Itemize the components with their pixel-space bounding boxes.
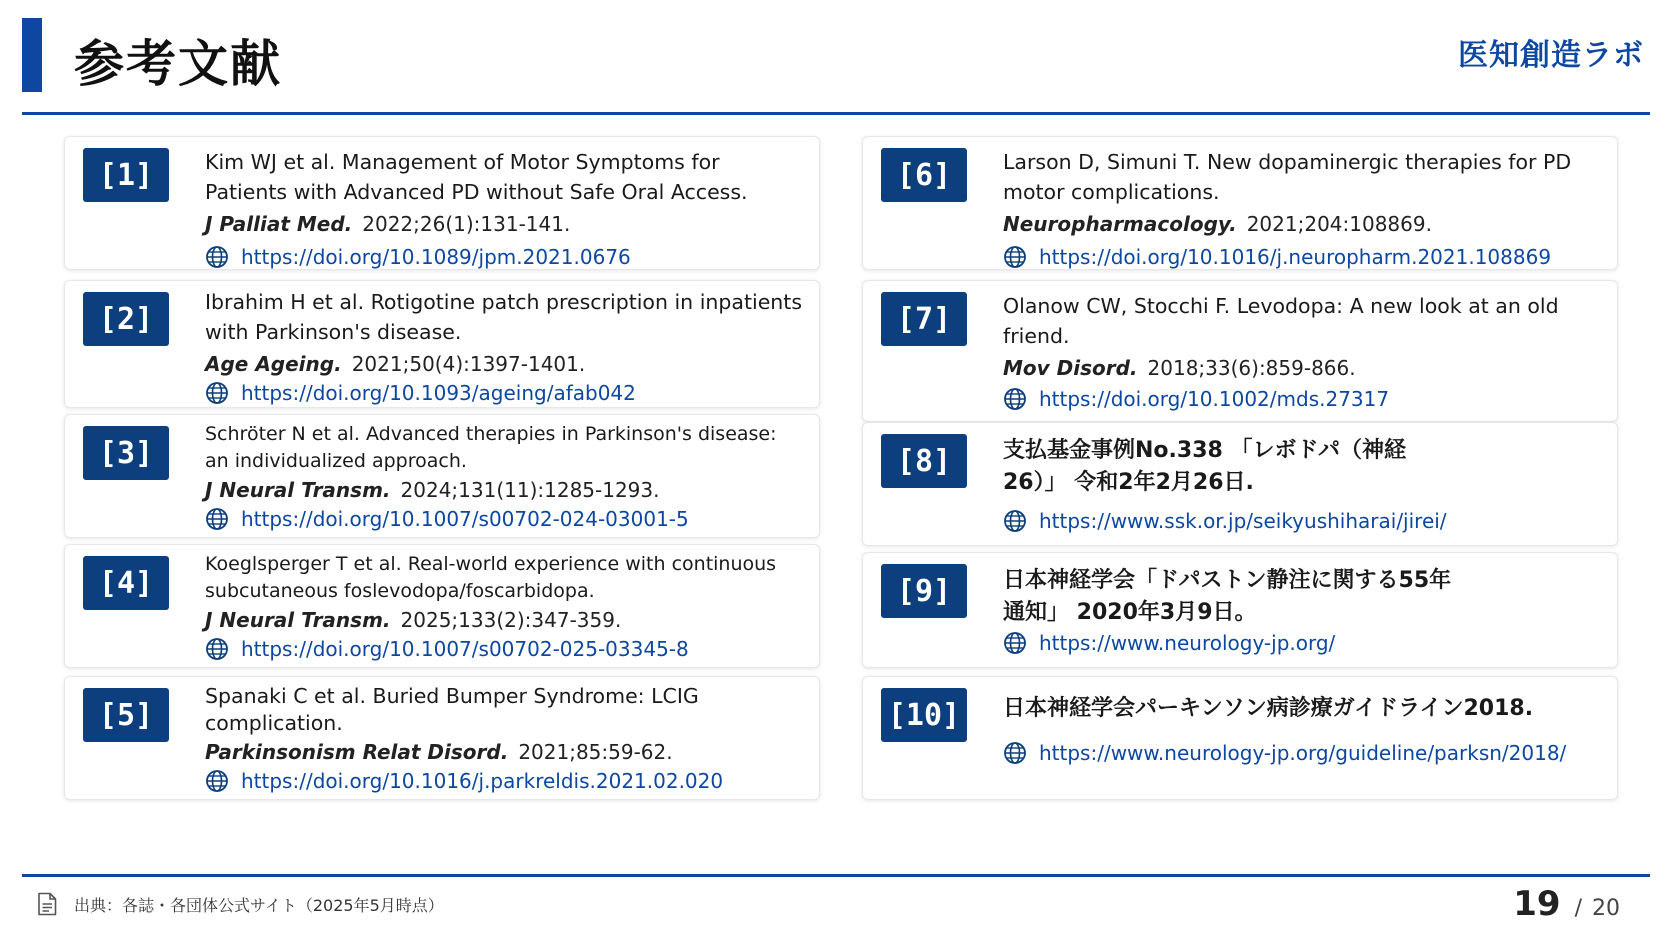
reference-card-9 [862,552,1618,668]
journal-name: Parkinsonism Relat Disord. [205,740,509,764]
reference-link[interactable] [205,381,803,405]
globe-icon [205,637,229,661]
page-total: 20 [1592,896,1620,921]
globe-icon [1003,631,1027,655]
globe-icon [1003,387,1027,411]
citation-details: 2018;33(6):859-866. [1147,356,1356,380]
journal-name: Age Ageing. [205,352,342,376]
reference-url[interactable]: https://doi.org/10.1016/j.neuropharm.2021.108869 [1039,245,1552,269]
reference-url[interactable]: https://www.ssk.or.jp/seikyushiharai/jirei/ [1039,509,1447,533]
reference-text: 支払基金事例No.338 「レボドパ（神経26）」 令和2年2月26日. [1003,438,1407,495]
reference-citation [205,209,803,239]
reference-text: Koeglsperger T et al. Real-world experience with continuous subcutaneous foslevodopa/foscarbidopa. [205,553,777,602]
reference-text: Ibrahim H et al. Rotigotine patch prescription in inpatients with Parkinson's disease. [205,290,803,344]
reference-card-7 [862,280,1618,422]
globe-icon [205,245,229,269]
reference-card-3 [64,414,820,538]
reference-url[interactable]: https://doi.org/10.1016/j.parkreldis.2021.02.020 [241,769,724,793]
reference-link[interactable] [205,507,803,531]
source-note [36,892,444,916]
journal-name: Mov Disord. [1003,356,1138,380]
reference-url[interactable]: https://doi.org/10.1089/jpm.2021.0676 [241,245,631,269]
reference-citation [1003,209,1601,239]
reference-text: Olanow CW, Stocchi F. Levodopa: A new look at an old friend. [1003,294,1559,348]
citation-details: 2025;133(2):347-359. [400,608,622,632]
page-current: 19 [1513,884,1561,924]
reference-link[interactable] [1003,509,1601,533]
reference-card-8 [862,422,1618,546]
reference-url[interactable]: https://doi.org/10.1007/s00702-025-03345-8 [241,637,689,661]
journal-name: J Neural Transm. [205,478,391,502]
globe-icon [205,769,229,793]
reference-link[interactable] [1003,741,1601,765]
reference-number-badge: [8] [881,434,967,488]
title-accent-bar [22,18,42,92]
reference-url[interactable]: https://doi.org/10.1002/mds.27317 [1039,387,1390,411]
reference-number-badge: [5] [83,688,169,742]
reference-number-badge: [7] [881,292,967,346]
reference-link[interactable] [205,769,803,793]
brand-logo-text: 医知創造ラボ [1458,38,1644,73]
reference-citation [205,607,803,633]
globe-icon [1003,509,1027,533]
page-number [1513,884,1620,924]
footer-divider [22,874,1650,877]
reference-citation [205,739,803,765]
page-separator: / [1574,896,1582,921]
citation-details: 2021;204:108869. [1246,212,1432,236]
reference-citation [1003,353,1601,383]
citation-details: 2024;131(11):1285-1293. [400,478,660,502]
journal-name: J Palliat Med. [205,212,353,236]
reference-card-2 [64,280,820,408]
reference-number-badge: [6] [881,148,967,202]
globe-icon [1003,245,1027,269]
citation-details: 2022;26(1):131-141. [362,212,571,236]
reference-link[interactable] [1003,631,1601,655]
page-title: 参考文献 [74,35,282,93]
globe-icon [1003,741,1027,765]
reference-citation [205,349,803,379]
reference-text: 日本神経学会パーキンソン病診療ガイドライン2018. [1003,696,1534,721]
reference-card-4 [64,544,820,668]
document-icon [36,892,58,916]
reference-citation [205,477,803,503]
reference-number-badge: [4] [83,556,169,610]
reference-text: 日本神経学会「ドパストン静注に関する55年通知」 2020年3月9日。 [1003,568,1452,625]
source-text: 出典：各誌・各団体公式サイト（2025年5月時点） [74,895,444,915]
reference-url[interactable]: https://doi.org/10.1007/s00702-024-03001-5 [241,507,689,531]
reference-url[interactable]: https://doi.org/10.1093/ageing/afab042 [241,381,636,405]
reference-number-badge: [9] [881,564,967,618]
journal-name: J Neural Transm. [205,608,391,632]
header-divider [22,112,1650,115]
reference-card-6 [862,136,1618,270]
reference-url[interactable]: https://www.neurology-jp.org/ [1039,631,1336,655]
reference-text: Spanaki C et al. Buried Bumper Syndrome: LCIG complication. [205,684,699,735]
reference-link[interactable] [1003,387,1601,411]
reference-link[interactable] [205,637,803,661]
reference-card-10 [862,676,1618,800]
reference-number-badge: [2] [83,292,169,346]
citation-details: 2021;50(4):1397-1401. [351,352,586,376]
reference-number-badge: [1] [83,148,169,202]
reference-url[interactable]: https://www.neurology-jp.org/guideline/parksn/2018/ [1039,741,1567,765]
globe-icon [205,507,229,531]
reference-link[interactable] [1003,245,1601,269]
reference-text: Kim WJ et al. Management of Motor Symptoms for Patients with Advanced PD without Safe Oral Access. [205,150,748,204]
reference-card-5 [64,676,820,800]
reference-number-badge: [3] [83,426,169,480]
reference-card-1 [64,136,820,270]
reference-link[interactable] [205,245,803,269]
reference-number-badge: [10] [881,688,967,742]
citation-details: 2021;85:59-62. [518,740,673,764]
reference-text: Larson D, Simuni T. New dopaminergic therapies for PD motor complications. [1003,150,1572,204]
journal-name: Neuropharmacology. [1003,212,1237,236]
globe-icon [205,381,229,405]
reference-text: Schröter N et al. Advanced therapies in Parkinson's disease: an individualized approach. [205,423,777,472]
